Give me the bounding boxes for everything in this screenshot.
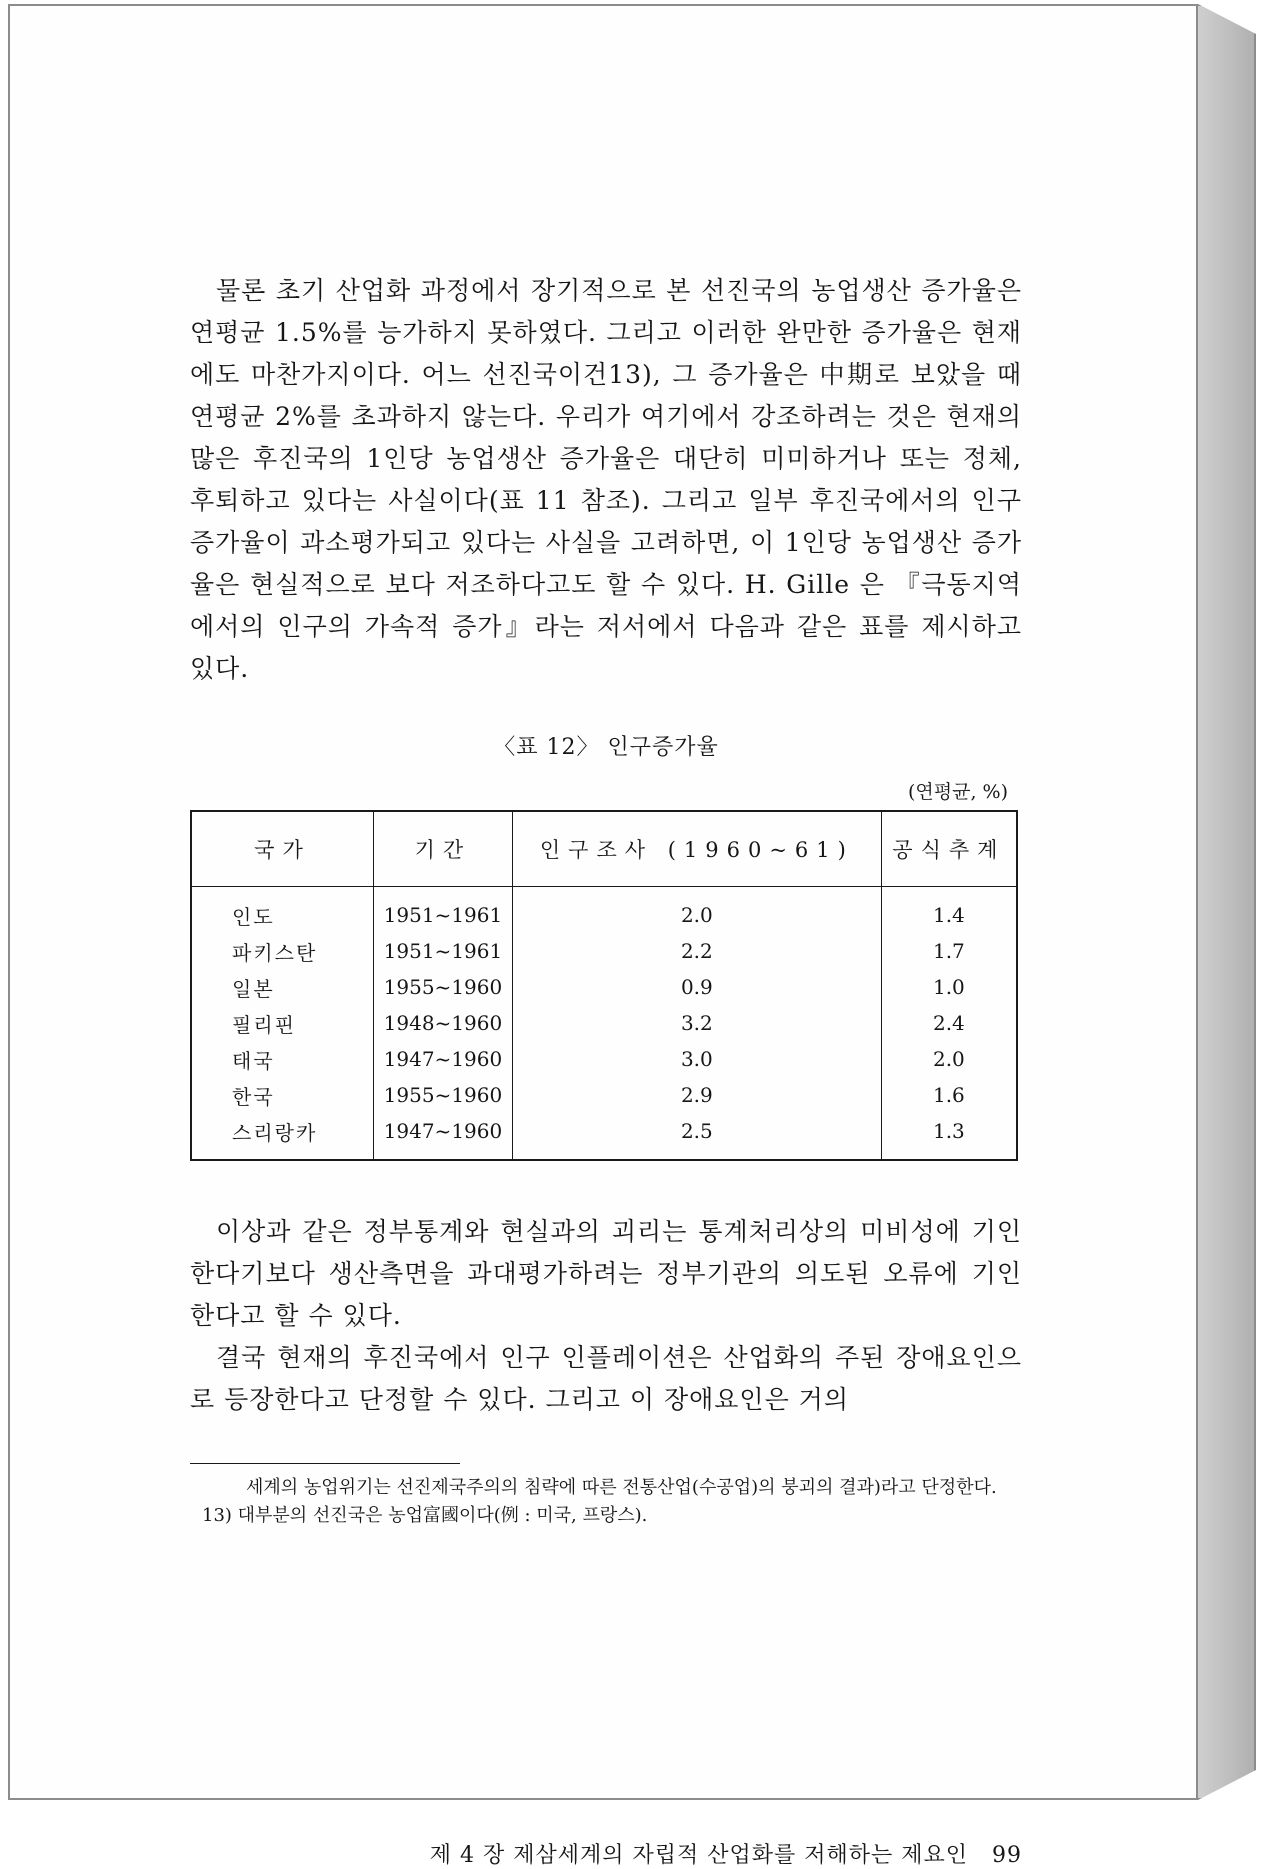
page-number: 99 <box>992 1843 1022 1868</box>
table-caption: 〈표 12〉 인구증가율 <box>493 735 719 760</box>
cell-country: 태국 <box>191 1041 373 1077</box>
cell-country: 인도 <box>191 887 373 934</box>
cell-official: 1.4 <box>881 887 1017 934</box>
cell-census: 2.2 <box>512 933 881 969</box>
table-row <box>191 1041 1017 1077</box>
cell-official: 1.7 <box>881 933 1017 969</box>
cell-country: 일본 <box>191 969 373 1005</box>
cell-country: 스리랑카 <box>191 1113 373 1160</box>
cell-official: 1.0 <box>881 969 1017 1005</box>
body-text-bottom <box>190 1211 1022 1421</box>
chapter-title: 제 4 장 제삼세계의 자립적 산업화를 저해하는 제요인 <box>429 1843 968 1868</box>
cell-official: 2.4 <box>881 1005 1017 1041</box>
cell-period: 1947~1960 <box>373 1041 512 1077</box>
cell-census: 2.9 <box>512 1077 881 1113</box>
cell-period: 1955~1960 <box>373 1077 512 1113</box>
footnote-rule <box>190 1463 460 1464</box>
cell-country: 한국 <box>191 1077 373 1113</box>
cell-official: 1.3 <box>881 1113 1017 1160</box>
page-edge <box>1198 4 1256 1800</box>
cell-period: 1955~1960 <box>373 969 512 1005</box>
header-period: 기간 <box>373 811 512 887</box>
cell-official: 2.0 <box>881 1041 1017 1077</box>
page-content <box>190 270 1022 1868</box>
population-growth-table <box>190 810 1018 1161</box>
paragraph: 이상과 같은 정부통계와 현실과의 괴리는 통계처리상의 미비성에 기인한다기보다 생산측면을 과대평가하려는 정부기관의 의도된 오류에 기인한다고 할 수 있다. <box>190 1217 1022 1330</box>
cell-census: 2.5 <box>512 1113 881 1160</box>
table-unit: (연평균, %) <box>907 781 1008 803</box>
table-row <box>191 887 1017 934</box>
cell-period: 1947~1960 <box>373 1113 512 1160</box>
table-row <box>191 969 1017 1005</box>
table-row <box>191 1113 1017 1160</box>
footnotes <box>190 1474 1022 1530</box>
footnote-13: 13) 대부분의 선진국은 농업富國이다(例 : 미국, 프랑스). <box>202 1505 648 1526</box>
cell-country: 필리핀 <box>191 1005 373 1041</box>
cell-period: 1948~1960 <box>373 1005 512 1041</box>
table-row <box>191 933 1017 969</box>
running-footer <box>190 1838 1022 1869</box>
table-row <box>191 1077 1017 1113</box>
body-text-top <box>190 270 1022 690</box>
cell-period: 1951~1961 <box>373 933 512 969</box>
paragraph: 물론 초기 산업화 과정에서 장기적으로 본 선진국의 농업생산 증가율은 연평균 1.5%를 능가하지 못하였다. 그리고 이러한 완만한 증가율은 현재에도 마찬가지이다. 어느 선진국이건13), 그 증가율은 中期로 보았을 때 연평균 2%를 초과하지 않는다. 우리가 여기에서 강조하려는 것은 현재의 많은 후진국의 1인당 농업생산 증가율은 대단히 미미하거나 또는 정체, 후퇴하고 있다는 사실이다(표 11 참조). 그리고 일부 후진국에서의 인구증가율이 과소평가되고 있다는 사실을 고려하면, 이 1인당 농업생산 증가율은 현실적으로 보다 저조하다고도 할 수 있다. H. Gille 은 『극동지역에서의 인구의 가속적 증가』라는 저서에서 다음과 같은 표를 제시하고 있다. <box>190 276 1022 683</box>
cell-census: 2.0 <box>512 887 881 934</box>
header-official: 공식추계 <box>881 811 1017 887</box>
paragraph: 결국 현재의 후진국에서 인구 인플레이션은 산업화의 주된 장애요인으로 등장한다고 단정할 수 있다. 그리고 이 장애요인은 거의 <box>190 1343 1022 1414</box>
cell-period: 1951~1961 <box>373 887 512 934</box>
footnote-continued: 세계의 농업위기는 선진제국주의의 침략에 따른 전통산업(수공업)의 붕괴의 결과)라고 단정한다. <box>246 1477 997 1498</box>
cell-census: 0.9 <box>512 969 881 1005</box>
cell-census: 3.2 <box>512 1005 881 1041</box>
header-census: 인구조사 (1960~61) <box>512 811 881 887</box>
cell-official: 1.6 <box>881 1077 1017 1113</box>
table-row <box>191 1005 1017 1041</box>
cell-census: 3.0 <box>512 1041 881 1077</box>
cell-country: 파키스탄 <box>191 933 373 969</box>
header-country: 국가 <box>191 811 373 887</box>
